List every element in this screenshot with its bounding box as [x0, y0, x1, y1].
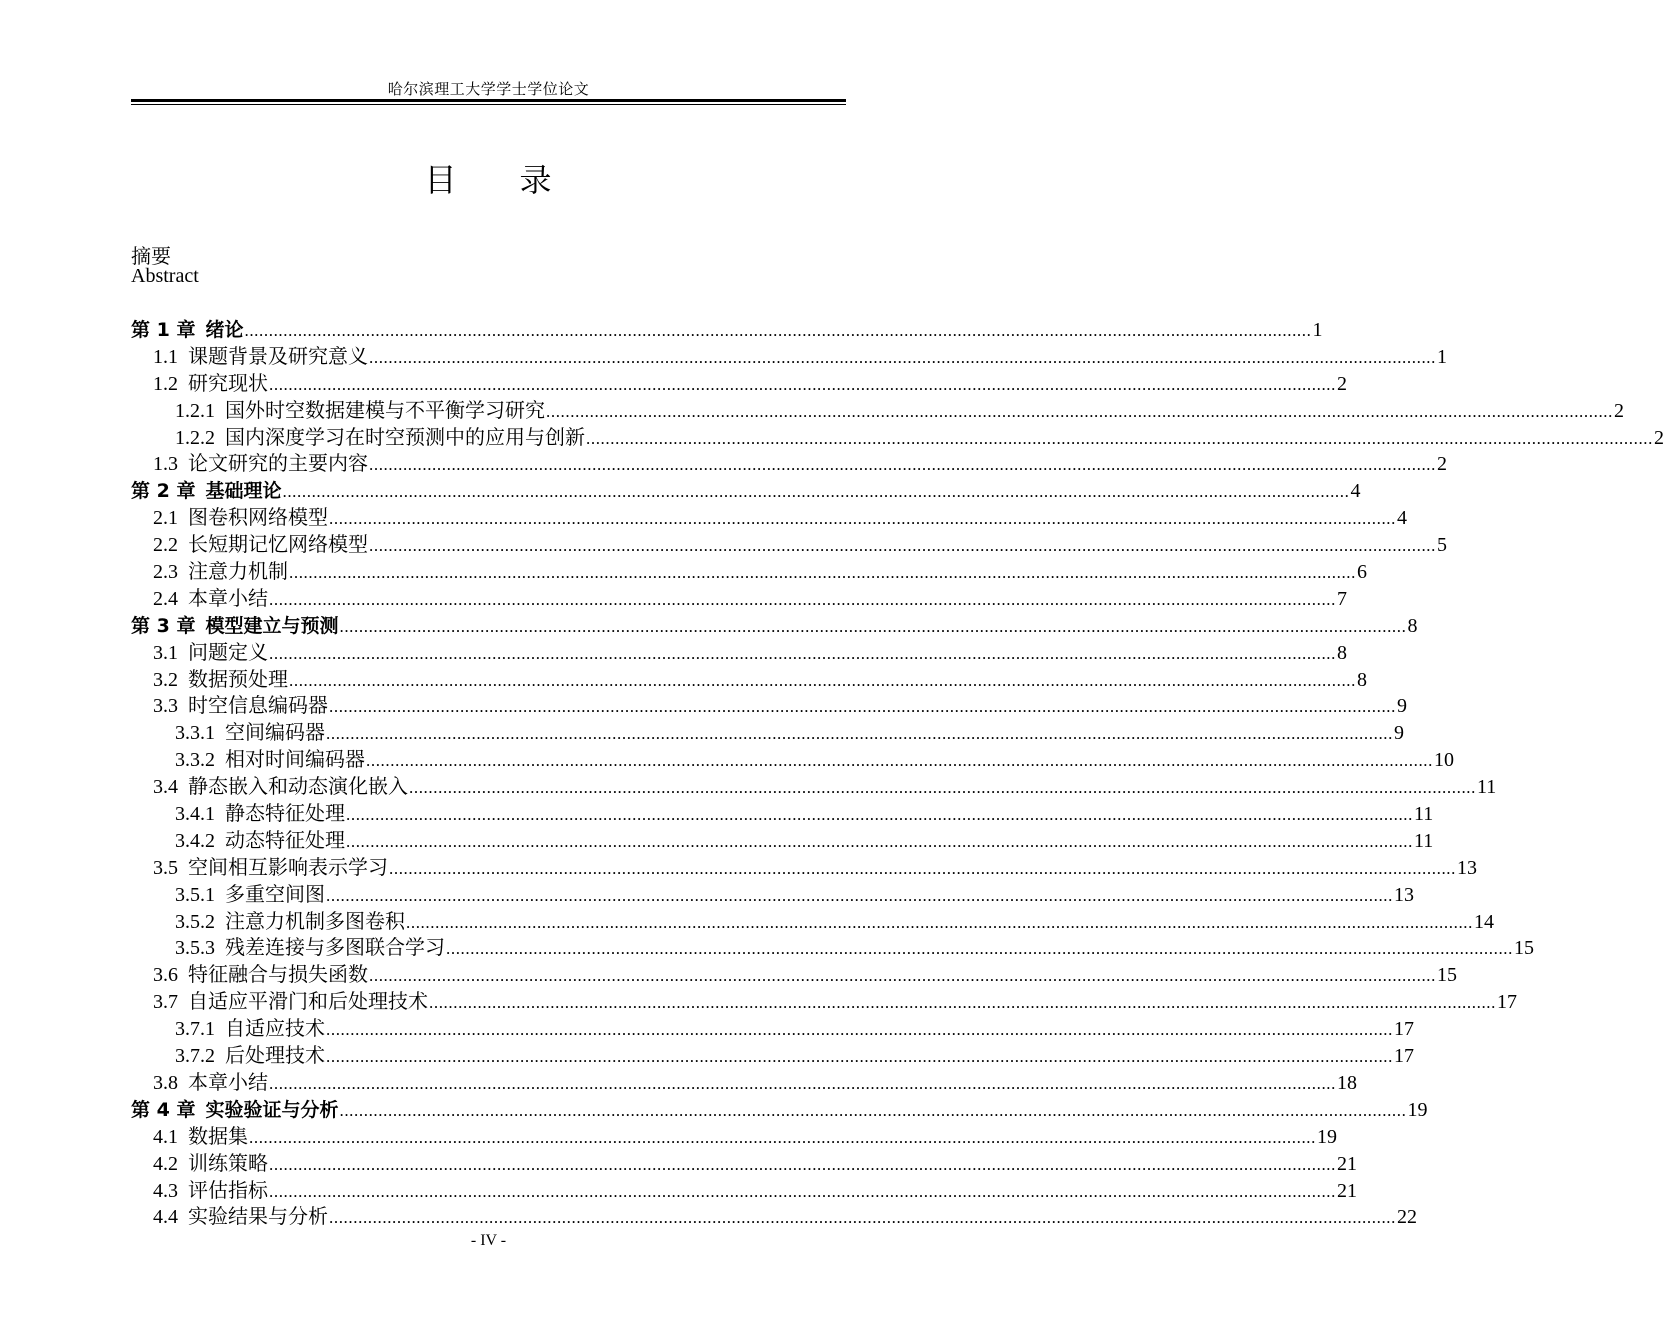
toc-title-right: 录 [519, 161, 553, 199]
toc-entry-page: 1 [1437, 345, 1447, 368]
toc-entry-page: 15 [1437, 964, 1457, 987]
toc-entry-number: 1.2.2 [175, 426, 215, 449]
toc-entry-number: 3.7 [153, 991, 178, 1014]
toc-entry[interactable] [131, 801, 1434, 828]
toc-dot-leader: ............................................................................................................................................................................................................................ [326, 724, 1393, 744]
toc-entry[interactable] [131, 774, 1497, 801]
toc-title-left: 目 [424, 161, 458, 199]
toc-entry-number: 3.4.1 [175, 803, 215, 826]
toc-entry-number: 3.2 [153, 668, 178, 691]
toc-entry-number: 3.5.1 [175, 883, 215, 906]
toc-entry-title: 自适应平滑门和后处理技术 [188, 991, 428, 1014]
toc-entry-title: 动态特征处理 [225, 829, 345, 852]
toc-entry-page: 4 [1350, 480, 1361, 503]
toc-dot-leader: ............................................................................................................................................................................................................................ [546, 401, 1613, 421]
toc-entry[interactable] [131, 1178, 1357, 1205]
toc-entry-page: 11 [1477, 776, 1497, 799]
toc-entry-page: 10 [1434, 749, 1454, 772]
toc-entry-page: 21 [1337, 1179, 1357, 1202]
toc-entry-title: 研究现状 [188, 372, 268, 395]
toc-entry[interactable] [131, 398, 1624, 425]
toc-entry-title: 课题背景及研究意义 [188, 345, 368, 368]
toc-entry-page: 9 [1397, 695, 1407, 718]
toc-entry[interactable] [131, 1124, 1337, 1151]
toc-dot-leader: ............................................................................................................................................................................................................................ [389, 858, 1456, 878]
toc-entry-page: 13 [1394, 883, 1414, 906]
toc-entry[interactable] [131, 478, 1361, 505]
toc-entry[interactable] [131, 559, 1367, 586]
toc-entry[interactable] [131, 909, 1494, 936]
toc-entry-title: 基础理论 [205, 480, 282, 503]
toc-dot-leader: ............................................................................................................................................................................................................................ [244, 321, 1312, 340]
toc-front-abstract-en[interactable]: Abstract [131, 265, 199, 287]
toc-entry-number: 3.7.1 [175, 1018, 215, 1041]
toc-entry-number: 第 1 章 [131, 319, 196, 341]
toc-dot-leader: ............................................................................................................................................................................................................................ [282, 482, 1350, 502]
toc-entry-number: 4.1 [153, 1125, 178, 1148]
toc-entry-number: 2.4 [153, 587, 178, 610]
toc-entry-title: 国内深度学习在时空预测中的应用与创新 [225, 426, 585, 449]
toc-entry-page: 17 [1394, 1045, 1414, 1068]
toc-dot-leader: ............................................................................................................................................................................................................................ [329, 1208, 1396, 1228]
toc-entry-page: 21 [1337, 1152, 1357, 1175]
toc-entry-page: 17 [1394, 1018, 1414, 1041]
toc-entry-page: 2 [1437, 453, 1447, 476]
toc-entry[interactable] [131, 640, 1347, 667]
toc-entry-number: 3.5.3 [175, 937, 215, 960]
toc-entry-title: 论文研究的主要内容 [188, 453, 368, 476]
toc-entry-title: 绪论 [205, 319, 244, 341]
toc-entry-number: 4.4 [153, 1206, 178, 1229]
toc-entry-number: 3.4 [153, 776, 178, 799]
toc-entry-number: 1.2.1 [175, 399, 215, 422]
toc-entry-number: 1.3 [153, 453, 178, 476]
toc-entry-title: 问题定义 [188, 641, 268, 664]
toc-entry-title: 图卷积网络模型 [188, 507, 328, 530]
toc-entry[interactable] [131, 425, 1664, 452]
toc-entry[interactable] [131, 855, 1477, 882]
toc-entry-title: 注意力机制多图卷积 [225, 910, 405, 933]
toc-entry-title: 特征融合与损失函数 [188, 964, 368, 987]
toc-entry-number: 3.5 [153, 856, 178, 879]
toc-dot-leader: ............................................................................................................................................................................................................................ [269, 643, 1336, 663]
toc-entry-page: 8 [1407, 614, 1418, 637]
toc-entry-title: 空间编码器 [225, 722, 325, 745]
toc-entry[interactable] [131, 1204, 1417, 1231]
toc-entry-title: 自适应技术 [225, 1018, 325, 1041]
toc-entry[interactable] [131, 586, 1347, 613]
toc-entry-page: 11 [1414, 803, 1434, 826]
toc-entry-number: 第 4 章 [131, 1098, 196, 1121]
toc-entry-page: 8 [1337, 641, 1347, 664]
toc-entry-number: 2.1 [153, 507, 178, 530]
toc-dot-leader: ............................................................................................................................................................................................................................ [326, 1020, 1393, 1040]
toc-dot-leader: ............................................................................................................................................................................................................................ [346, 831, 1413, 851]
toc-entry[interactable] [131, 317, 1323, 344]
toc-entry[interactable] [131, 962, 1457, 989]
toc-dot-leader: ............................................................................................................................................................................................................................ [326, 1047, 1393, 1067]
toc-title [131, 155, 846, 201]
toc-entry-page: 2 [1654, 426, 1664, 449]
toc-entry-number: 3.3.2 [175, 749, 215, 772]
toc-entry[interactable] [131, 693, 1407, 720]
toc-entry-title: 模型建立与预测 [205, 614, 339, 637]
toc-dot-leader: ............................................................................................................................................................................................................................ [269, 374, 1336, 394]
toc-entry-page: 22 [1397, 1206, 1417, 1229]
toc-entry-page: 13 [1457, 856, 1477, 879]
toc-entry-page: 7 [1337, 587, 1347, 610]
toc-entry-title: 本章小结 [188, 587, 268, 610]
toc-dot-leader: ............................................................................................................................................................................................................................ [369, 536, 1436, 556]
toc-entry-page: 1 [1312, 319, 1323, 341]
toc-entry-page: 19 [1317, 1125, 1337, 1148]
toc-dot-leader: ............................................................................................................................................................................................................................ [329, 509, 1396, 529]
toc-entry-title: 时空信息编码器 [188, 695, 328, 718]
header-rule-thin [131, 104, 846, 105]
toc-entry-number: 3.6 [153, 964, 178, 987]
toc-dot-leader: ............................................................................................................................................................................................................................ [269, 589, 1336, 609]
toc-entry-page: 2 [1337, 372, 1347, 395]
running-header: 哈尔滨理工大学学士学位论文 [387, 82, 590, 98]
toc-entry-title: 注意力机制 [188, 561, 288, 584]
toc-entry[interactable] [131, 720, 1404, 747]
toc-entry[interactable] [131, 371, 1347, 398]
toc-entry-title: 残差连接与多图联合学习 [225, 937, 445, 960]
toc-entry-title: 实验验证与分析 [205, 1098, 339, 1121]
toc-entry[interactable] [131, 451, 1447, 478]
toc-dot-leader: ............................................................................................................................................................................................................................ [339, 616, 1407, 636]
toc-dot-leader: ............................................................................................................................................................................................................................ [326, 885, 1393, 905]
toc-dot-leader: ............................................................................................................................................................................................................................ [369, 347, 1436, 367]
toc-dot-leader: ............................................................................................................................................................................................................................ [269, 1154, 1336, 1174]
toc-entry[interactable] [131, 828, 1434, 855]
toc-entry[interactable] [131, 667, 1367, 694]
toc-entry[interactable] [131, 1043, 1414, 1070]
toc-entry[interactable] [131, 882, 1414, 909]
toc-dot-leader: ............................................................................................................................................................................................................................ [289, 670, 1356, 690]
toc-entry-number: 4.3 [153, 1179, 178, 1202]
toc-entry-title: 本章小结 [188, 1071, 268, 1094]
toc-dot-leader: ............................................................................................................................................................................................................................ [329, 697, 1396, 717]
toc-dot-leader: ............................................................................................................................................................................................................................ [269, 1181, 1336, 1201]
toc-entry-page: 5 [1437, 534, 1447, 557]
toc-entry-number: 3.7.2 [175, 1045, 215, 1068]
toc-entry-title: 评估指标 [188, 1179, 268, 1202]
toc-dot-leader: ............................................................................................................................................................................................................................ [429, 993, 1496, 1013]
toc-dot-leader: ............................................................................................................................................................................................................................ [346, 805, 1413, 825]
toc-entry-number: 2.2 [153, 534, 178, 557]
toc-entry-number: 3.3 [153, 695, 178, 718]
toc-dot-leader: ............................................................................................................................................................................................................................ [446, 939, 1513, 959]
toc-dot-leader: ............................................................................................................................................................................................................................ [289, 563, 1356, 583]
toc-dot-leader: ............................................................................................................................................................................................................................ [369, 966, 1436, 986]
toc-entry[interactable] [131, 613, 1418, 640]
toc-entry[interactable] [131, 505, 1407, 532]
toc-dot-leader: ............................................................................................................................................................................................................................ [586, 428, 1653, 448]
toc-entry-title: 多重空间图 [225, 883, 325, 906]
toc-entry[interactable] [131, 1151, 1357, 1178]
toc-entry-title: 静态特征处理 [225, 803, 345, 826]
toc-entry-title: 数据预处理 [188, 668, 288, 691]
toc-entry[interactable] [131, 935, 1534, 962]
toc-entry-number: 3.8 [153, 1071, 178, 1094]
toc-entry[interactable] [131, 989, 1517, 1016]
toc-entry-page: 2 [1614, 399, 1624, 422]
toc-entry-number: 3.1 [153, 641, 178, 664]
toc-entry-title: 静态嵌入和动态演化嵌入 [188, 776, 408, 799]
toc-entry[interactable] [131, 1070, 1357, 1097]
toc-front-abstract-cn[interactable]: 摘要 [131, 246, 171, 268]
toc-entry-number: 3.3.1 [175, 722, 215, 745]
toc-dot-leader: ............................................................................................................................................................................................................................ [369, 455, 1436, 475]
header-rule-thick [131, 99, 846, 102]
toc-entry[interactable] [131, 344, 1447, 371]
toc-entry-page: 17 [1497, 991, 1517, 1014]
toc-entry-number: 3.4.2 [175, 829, 215, 852]
toc-dot-leader: ............................................................................................................................................................................................................................ [269, 1073, 1336, 1093]
toc-entry-number: 3.5.2 [175, 910, 215, 933]
toc-entry-title: 训练策略 [188, 1152, 268, 1175]
toc-entry-page: 19 [1407, 1098, 1428, 1121]
toc-entry[interactable] [131, 1097, 1428, 1124]
toc-entry-number: 1.1 [153, 345, 178, 368]
toc-entry-number: 4.2 [153, 1152, 178, 1175]
toc-entry-title: 相对时间编码器 [225, 749, 365, 772]
toc-entry-page: 6 [1357, 561, 1367, 584]
toc-entry[interactable] [131, 747, 1454, 774]
toc-entry-page: 18 [1337, 1071, 1357, 1094]
toc-entry-page: 8 [1357, 668, 1367, 691]
toc-dot-leader: ............................................................................................................................................................................................................................ [366, 751, 1433, 771]
toc-dot-leader: ............................................................................................................................................................................................................................ [409, 778, 1476, 798]
toc-entry-title: 国外时空数据建模与不平衡学习研究 [225, 399, 545, 422]
toc-entry[interactable] [131, 1016, 1414, 1043]
toc-entry-title: 数据集 [188, 1125, 248, 1148]
toc-entry[interactable] [131, 532, 1447, 559]
toc-entry-number: 1.2 [153, 372, 178, 395]
toc-entry-title: 长短期记忆网络模型 [188, 534, 368, 557]
toc-entry-page: 4 [1397, 507, 1407, 530]
toc-entry-page: 15 [1514, 937, 1534, 960]
toc-entry-number: 第 2 章 [131, 480, 196, 503]
toc-entry-number: 第 3 章 [131, 614, 196, 637]
toc-dot-leader: ............................................................................................................................................................................................................................ [249, 1127, 1316, 1147]
toc-entry-title: 后处理技术 [225, 1045, 325, 1068]
page-number: - IV - [470, 1232, 507, 1249]
toc-dot-leader: ............................................................................................................................................................................................................................ [339, 1100, 1407, 1120]
toc-entry-number: 2.3 [153, 561, 178, 584]
toc-entry-page: 11 [1414, 829, 1434, 852]
toc-dot-leader: ............................................................................................................................................................................................................................ [406, 912, 1473, 932]
toc-entry-title: 实验结果与分析 [188, 1206, 328, 1229]
toc-entry-page: 9 [1394, 722, 1404, 745]
toc-entries [131, 317, 1664, 1231]
toc-entry-page: 14 [1474, 910, 1494, 933]
toc-entry-title: 空间相互影响表示学习 [188, 856, 388, 879]
